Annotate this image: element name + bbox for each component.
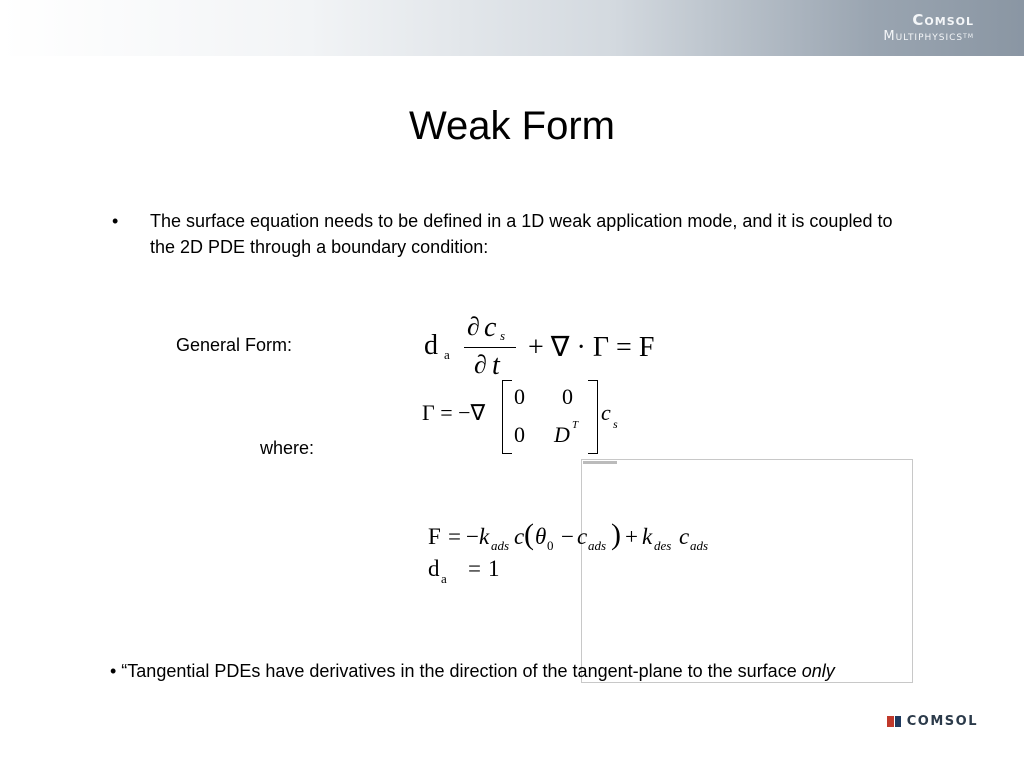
da-one: 1: [488, 556, 500, 581]
matrix-right-bracket: [588, 380, 598, 454]
f-c2-sub: ads: [588, 538, 607, 553]
eq-partial-bottom: ∂: [474, 350, 487, 379]
general-form-label: General Form:: [176, 335, 293, 355]
f-eq: =: [448, 524, 461, 549]
f-c3: c: [679, 524, 690, 549]
f-k2: k: [642, 524, 653, 549]
eq-c: c: [484, 312, 497, 343]
matrix-left-bracket: [502, 380, 512, 454]
eq-t: t: [492, 350, 500, 381]
footer-comsol-logo: [887, 714, 978, 729]
f-minus: −: [466, 524, 479, 549]
eq-partial-top: ∂: [467, 312, 480, 341]
da-sub: a: [441, 571, 447, 586]
f-c3-sub: ads: [690, 538, 709, 553]
slide-title: Weak Form: [409, 104, 615, 148]
f-open-paren: (: [524, 518, 534, 551]
f-minus2: −: [561, 524, 574, 549]
eq-rest: + ∇ · Γ = F: [528, 332, 655, 363]
gamma-c-sub: s: [613, 417, 618, 431]
f-lhs: F: [428, 524, 441, 549]
f-theta-sub: 0: [547, 538, 554, 553]
eq-d-sub: a: [444, 347, 450, 362]
logo-line1: Comsol: [912, 11, 974, 29]
matrix-11: 0: [514, 384, 525, 409]
gamma-c: c: [601, 400, 611, 425]
embedded-image-caption: [583, 461, 617, 464]
bullet-1-symbol: •: [112, 211, 119, 231]
logo-tm: TM: [963, 33, 974, 40]
bullet-2: [110, 658, 890, 684]
matrix-22: D: [554, 422, 570, 447]
f-c1: c: [514, 524, 525, 549]
f-k1-sub: ads: [491, 538, 510, 553]
general-form-equation: [424, 310, 704, 390]
gamma-equation: [422, 380, 642, 455]
where-label: where:: [260, 438, 315, 458]
flux-definition: [428, 520, 768, 560]
matrix-21: 0: [514, 422, 525, 447]
bullet-2-emphasis: only: [801, 661, 835, 681]
header-banner: [0, 0, 1024, 56]
bullet-2-text: • “Tangential PDEs have derivatives in the direction of the tangent-plane to the surface: [110, 661, 802, 681]
footer-logo-text: COMSOL: [906, 714, 978, 729]
comsol-multiphysics-logo: [883, 12, 974, 44]
matrix-12: 0: [562, 384, 573, 409]
da-definition: [428, 556, 548, 590]
eq-d: d: [424, 330, 438, 361]
comsol-mark-icon: [887, 716, 901, 727]
gamma-lhs: Γ = −∇: [422, 400, 486, 425]
matrix-22-sup: T: [572, 419, 579, 431]
logo-line2: Multiphysics: [883, 29, 964, 44]
da-eq: =: [468, 556, 481, 581]
eq-c-sub: s: [500, 328, 506, 343]
da-d: d: [428, 556, 440, 581]
f-theta: θ: [535, 524, 547, 549]
f-plus: +: [625, 524, 638, 549]
f-k1: k: [479, 524, 490, 549]
f-close-paren: ): [611, 518, 621, 551]
fraction-bar: [464, 347, 516, 348]
embedded-image-frame: [581, 459, 913, 683]
f-k2-sub: des: [654, 538, 672, 553]
f-c2: c: [577, 524, 588, 549]
bullet-1-text: The surface equation needs to be defined in a 1D weak application mode, and it is coupled to the 2D PDE through a boundary condition:: [150, 211, 893, 257]
